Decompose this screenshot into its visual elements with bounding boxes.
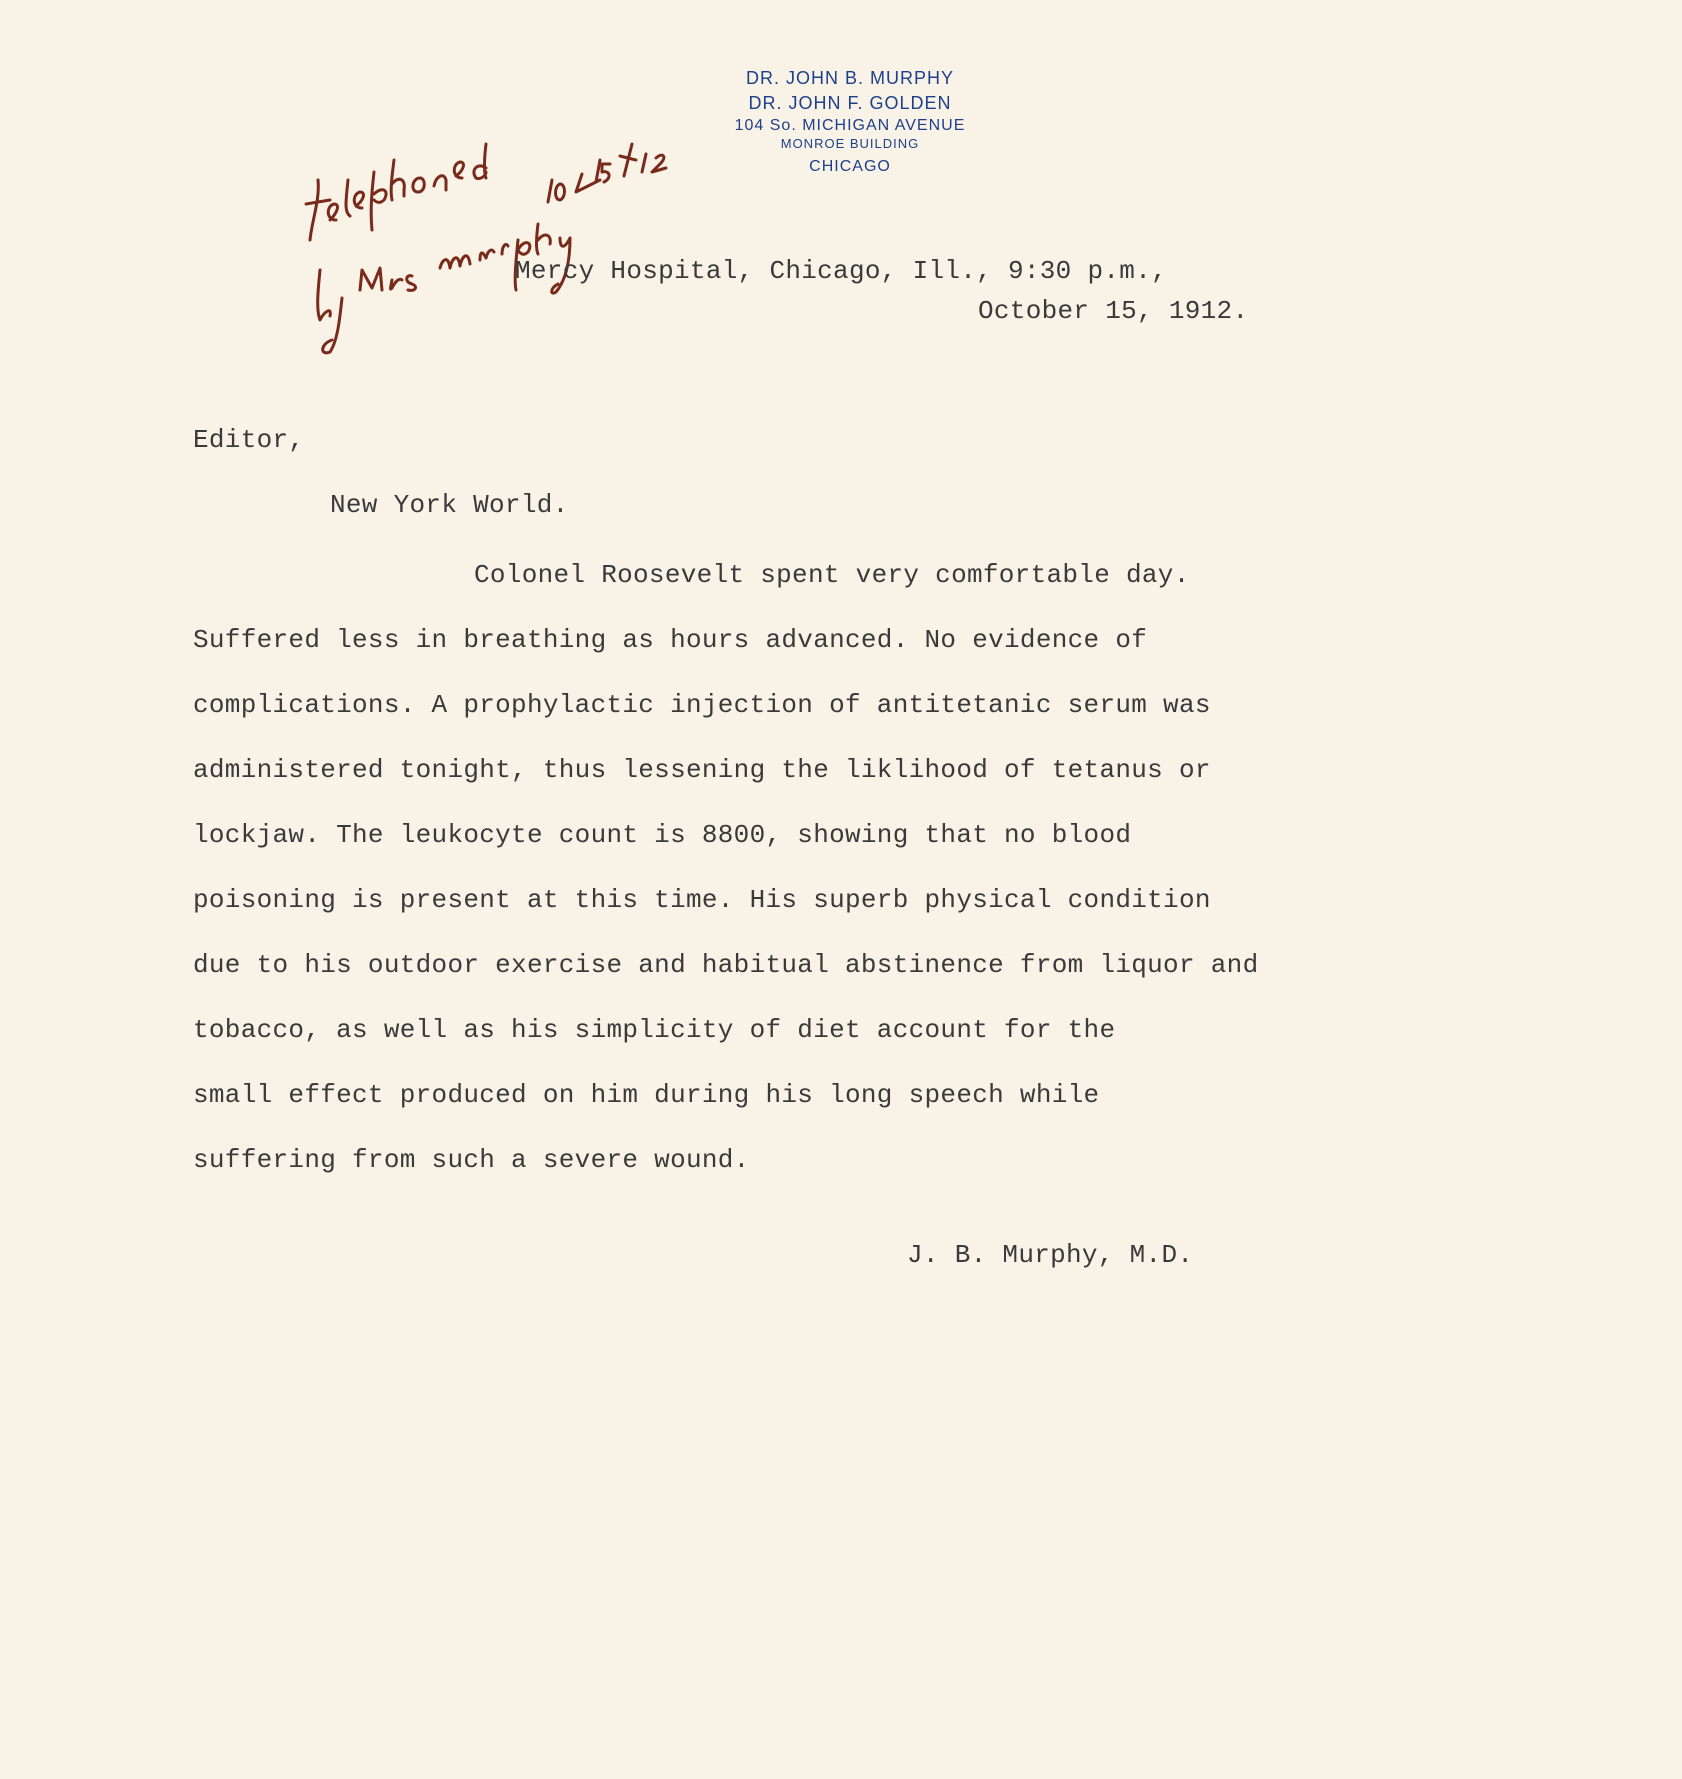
letter-place-time: Mercy Hospital, Chicago, Ill., 9:30 p.m., xyxy=(515,256,1168,286)
letter-date: October 15, 1912. xyxy=(978,296,1249,326)
body-line-4: administered tonight, thus lessening the liklihood of tetanus or xyxy=(193,755,1211,785)
letterhead-building: MONROE BUILDING xyxy=(780,136,920,151)
body-line-8: tobacco, as well as his simplicity of diet account for the xyxy=(193,1015,1116,1045)
handwriting-telephoned xyxy=(306,144,486,240)
signature: J. B. Murphy, M.D. xyxy=(907,1240,1194,1270)
body-line-9: small effect produced on him during his long speech while xyxy=(193,1080,1100,1110)
body-line-10: suffering from such a severe wound. xyxy=(193,1145,750,1175)
recipient: New York World. xyxy=(330,490,569,520)
body-line-7: due to his outdoor exercise and habitual abstinence from liquor and xyxy=(193,950,1259,980)
body-line-3: complications. A prophylactic injection of antitetanic serum was xyxy=(193,690,1211,720)
body-line-5: lockjaw. The leukocyte count is 8800, showing that no blood xyxy=(193,820,1132,850)
body-line-2: Suffered less in breathing as hours advanced. No evidence of xyxy=(193,625,1148,655)
body-line-6: poisoning is present at this time. His superb physical condition xyxy=(193,885,1211,915)
letterhead-city: CHICAGO xyxy=(809,158,891,175)
handwriting-date xyxy=(548,144,666,202)
salutation: Editor, xyxy=(193,425,305,455)
handwriting-drawing xyxy=(290,120,770,360)
handwritten-annotation xyxy=(290,120,770,360)
letterhead-name-2: DR. JOHN F. GOLDEN xyxy=(748,93,952,113)
letterhead-address: 104 So. MICHIGAN AVENUE xyxy=(734,117,966,134)
handwriting-by-mrs-murphy xyxy=(318,224,570,353)
letterhead-name-1: DR. JOHN B. MURPHY xyxy=(745,68,954,88)
body-line-1: Colonel Roosevelt spent very comfortable day. xyxy=(474,560,1190,590)
